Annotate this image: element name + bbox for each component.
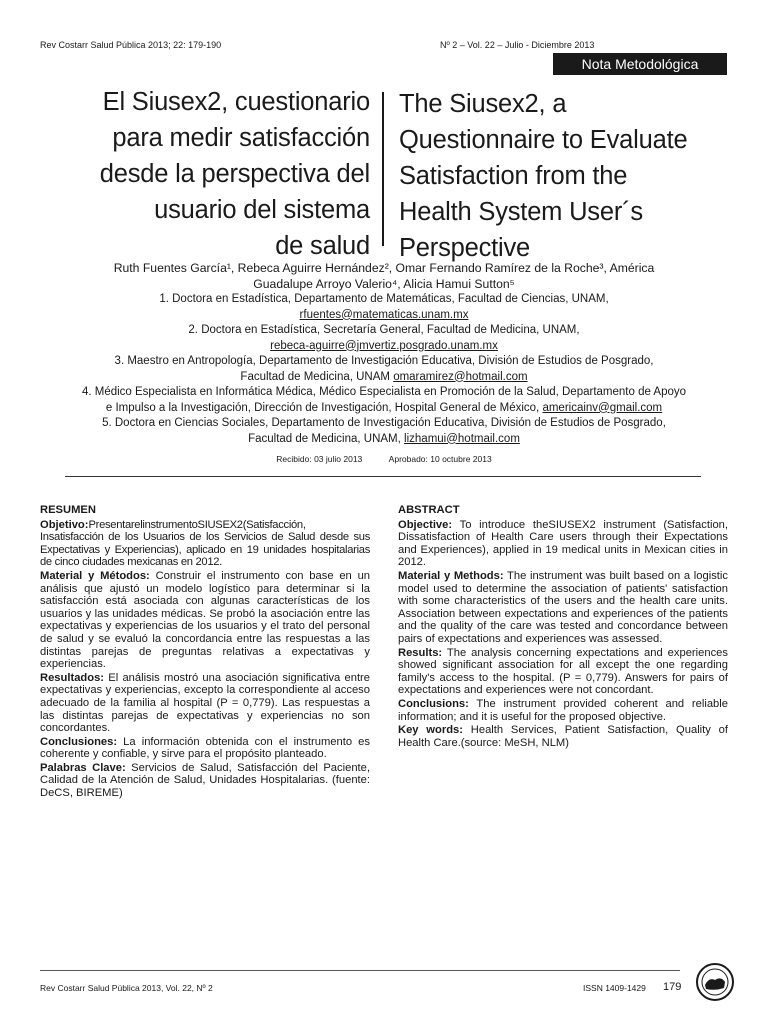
title-divider (382, 92, 384, 246)
resumen-heading: RESUMEN (40, 504, 96, 516)
title-en-line: Health System User´s (399, 198, 643, 226)
abstract-objective: Objective: To introduce theSIUSEX2 instrument (Satisfaction, Dissatisfaction of Health Care users through their Expectations and Experiences), applied in 19 medical units in Mexican cities in 2012. (398, 518, 728, 569)
abstract-heading: ABSTRACT (398, 504, 460, 516)
footer-rule (40, 970, 680, 971)
issn: ISSN 1409-1429 (583, 983, 646, 993)
abstract-keywords: Key words: Health Services, Patient Satisfaction, Quality of Health Care.(source: MeSH, NLM) (398, 724, 728, 749)
abstract-column (398, 504, 728, 750)
title-es-line: usuario del sistema (154, 196, 370, 224)
resumen-objective: Objetivo:PresentarelinstrumentoSIUSEX2(Satisfacción, Insatisfacción de los Usuarios de los Servicios de Salud desde sus Expectativas y Experiencias), aplicado en 19 unidades hospitalarias de cinco ciudades mexicanas en 2012. (40, 518, 370, 569)
email-link-4[interactable]: americainv@gmail.com (542, 401, 663, 414)
email-link-2[interactable]: rebeca-aguirre@jmvertiz.posgrado.unam.mx (270, 339, 498, 352)
affiliation-1: 1. Doctora en Estadística, Departamento de Matemáticas, Facultad de Ciencias, UNAM, (159, 293, 609, 305)
title-en-line: The Siusex2, a (399, 90, 567, 118)
resumen-conclusions: Conclusiones: La información obtenida con el instrumento es coherente y confiable, y sirve para el propósito planteado. (40, 735, 370, 761)
affiliation-3: 3. Maestro en Antropología, Departamento de Investigación Educativa, División de Estudios de Posgrado, (114, 355, 654, 367)
section-badge: Nota Metodológica (553, 53, 727, 75)
email-link-5[interactable]: lizhamui@hotmail.com (404, 432, 520, 445)
title-en-line: Perspective (399, 234, 531, 262)
title-es-line: de salud (275, 232, 370, 260)
received-date: Recibido: 03 julio 2013 (276, 454, 363, 464)
title-english (399, 86, 759, 266)
divider-line (65, 476, 701, 477)
title-en-line: Questionnaire to Evaluate (399, 126, 688, 154)
author-line: Guadalupe Arroyo Valerio⁴, Alicia Hamui Sutton⁵ (253, 277, 515, 291)
abstract-conclusions: Conclusions: The instrument provided coherent and reliable information; and it is useful for the proposed objective. (398, 697, 728, 723)
title-spanish (40, 84, 370, 264)
resumen-keywords: Palabras Clave: Servicios de Salud, Satisfacción del Paciente, Calidad de la Atención de Salud, Unidades Hospitalarias. (fuente: DeCS, BIREME) (40, 761, 370, 800)
issue-info: Nº 2 – Vol. 22 – Julio - Diciembre 2013 (440, 40, 595, 50)
affiliation-4-cont: e Impulso a la Investigación, Dirección de Investigación, Hospital General de México, (105, 401, 540, 414)
author-line: Ruth Fuentes García¹, Rebeca Aguirre Hernández², Omar Fernando Ramírez de la Roche³, América (113, 261, 655, 275)
abstract-methods: Material y Methods: The instrument was built based on a logistic model used to determine the association of patients' satisfaction with some characteristics of the users and the health care units. Association between expectations and experiences of the patients and the quality of the care was tested and concordance between pairs of expectations and experiences was assessed. (398, 569, 728, 645)
email-link-3[interactable]: omaramirez@hotmail.com (393, 370, 528, 383)
journal-citation: Rev Costarr Salud Pública 2013; 22: 179-190 (40, 40, 222, 50)
affiliation-4: 4. Médico Especialista en Informática Médica, Médico Especialista en Promoción de la Salud, Departamento de Apoyo (81, 386, 687, 398)
email-link-1[interactable]: rfuentes@matematicas.unam.mx (299, 308, 469, 321)
journal-seal-icon (695, 962, 735, 1002)
affiliation-5-cont: Facultad de Medicina, UNAM, (248, 432, 401, 445)
resumen-results: Resultados: El análisis mostró una asociación significativa entre expectativas y experiencias, excepto la correspondiente al acceso adecuado de la familia al hospital (P = 0,779). Las respuestas a las distintas parejas de expectativas y experiencias no son concordantes. (40, 671, 370, 735)
page-number: 179 (663, 981, 682, 993)
title-es-line: para medir satisfacción (112, 124, 370, 152)
article-dates (30, 452, 738, 468)
title-en-line: Satisfaction from the (399, 162, 628, 190)
footer-citation: Rev Costarr Salud Pública 2013, Vol. 22, Nº 2 (40, 983, 213, 993)
resumen-methods: Material y Métodos: Construir el instrumento con base en un análisis que ajustó un modelo logístico para determinar si la satisfacción está asociada con algunas características de los usuarios y las unidades médicas. Se probó la asociación entre las expectativas y experiencias de los usuarios y el trato del personal de salud y se evaluó la concordancia entre las respuestas a las distintas parejas de preguntas relativas a expectativas y experiencias. (40, 569, 371, 671)
abstract-results: Results: The analysis concerning expectations and experiences showed significant association for all except the one regarding family's access to the hospital. (P = 0,779). Answers for pairs of expectations and experiences were not concordant. (398, 646, 728, 697)
affiliation-3-cont: Facultad de Medicina, UNAM (240, 370, 390, 383)
affiliation-2: 2. Doctora en Estadística, Secretaría General, Facultad de Medicina, UNAM, (188, 324, 580, 336)
affiliations (30, 292, 738, 447)
author-list (30, 260, 738, 292)
affiliation-5: 5. Doctora en Ciencias Sociales, Departamento de Investigación Educativa, División de Estudios de Posgrado, (102, 417, 666, 429)
title-es-line: El Siusex2, cuestionario (102, 88, 370, 116)
title-es-line: desde la perspectiva del (99, 160, 370, 188)
resumen-column (40, 504, 370, 801)
approved-date: Aprobado: 10 octubre 2013 (388, 454, 492, 464)
